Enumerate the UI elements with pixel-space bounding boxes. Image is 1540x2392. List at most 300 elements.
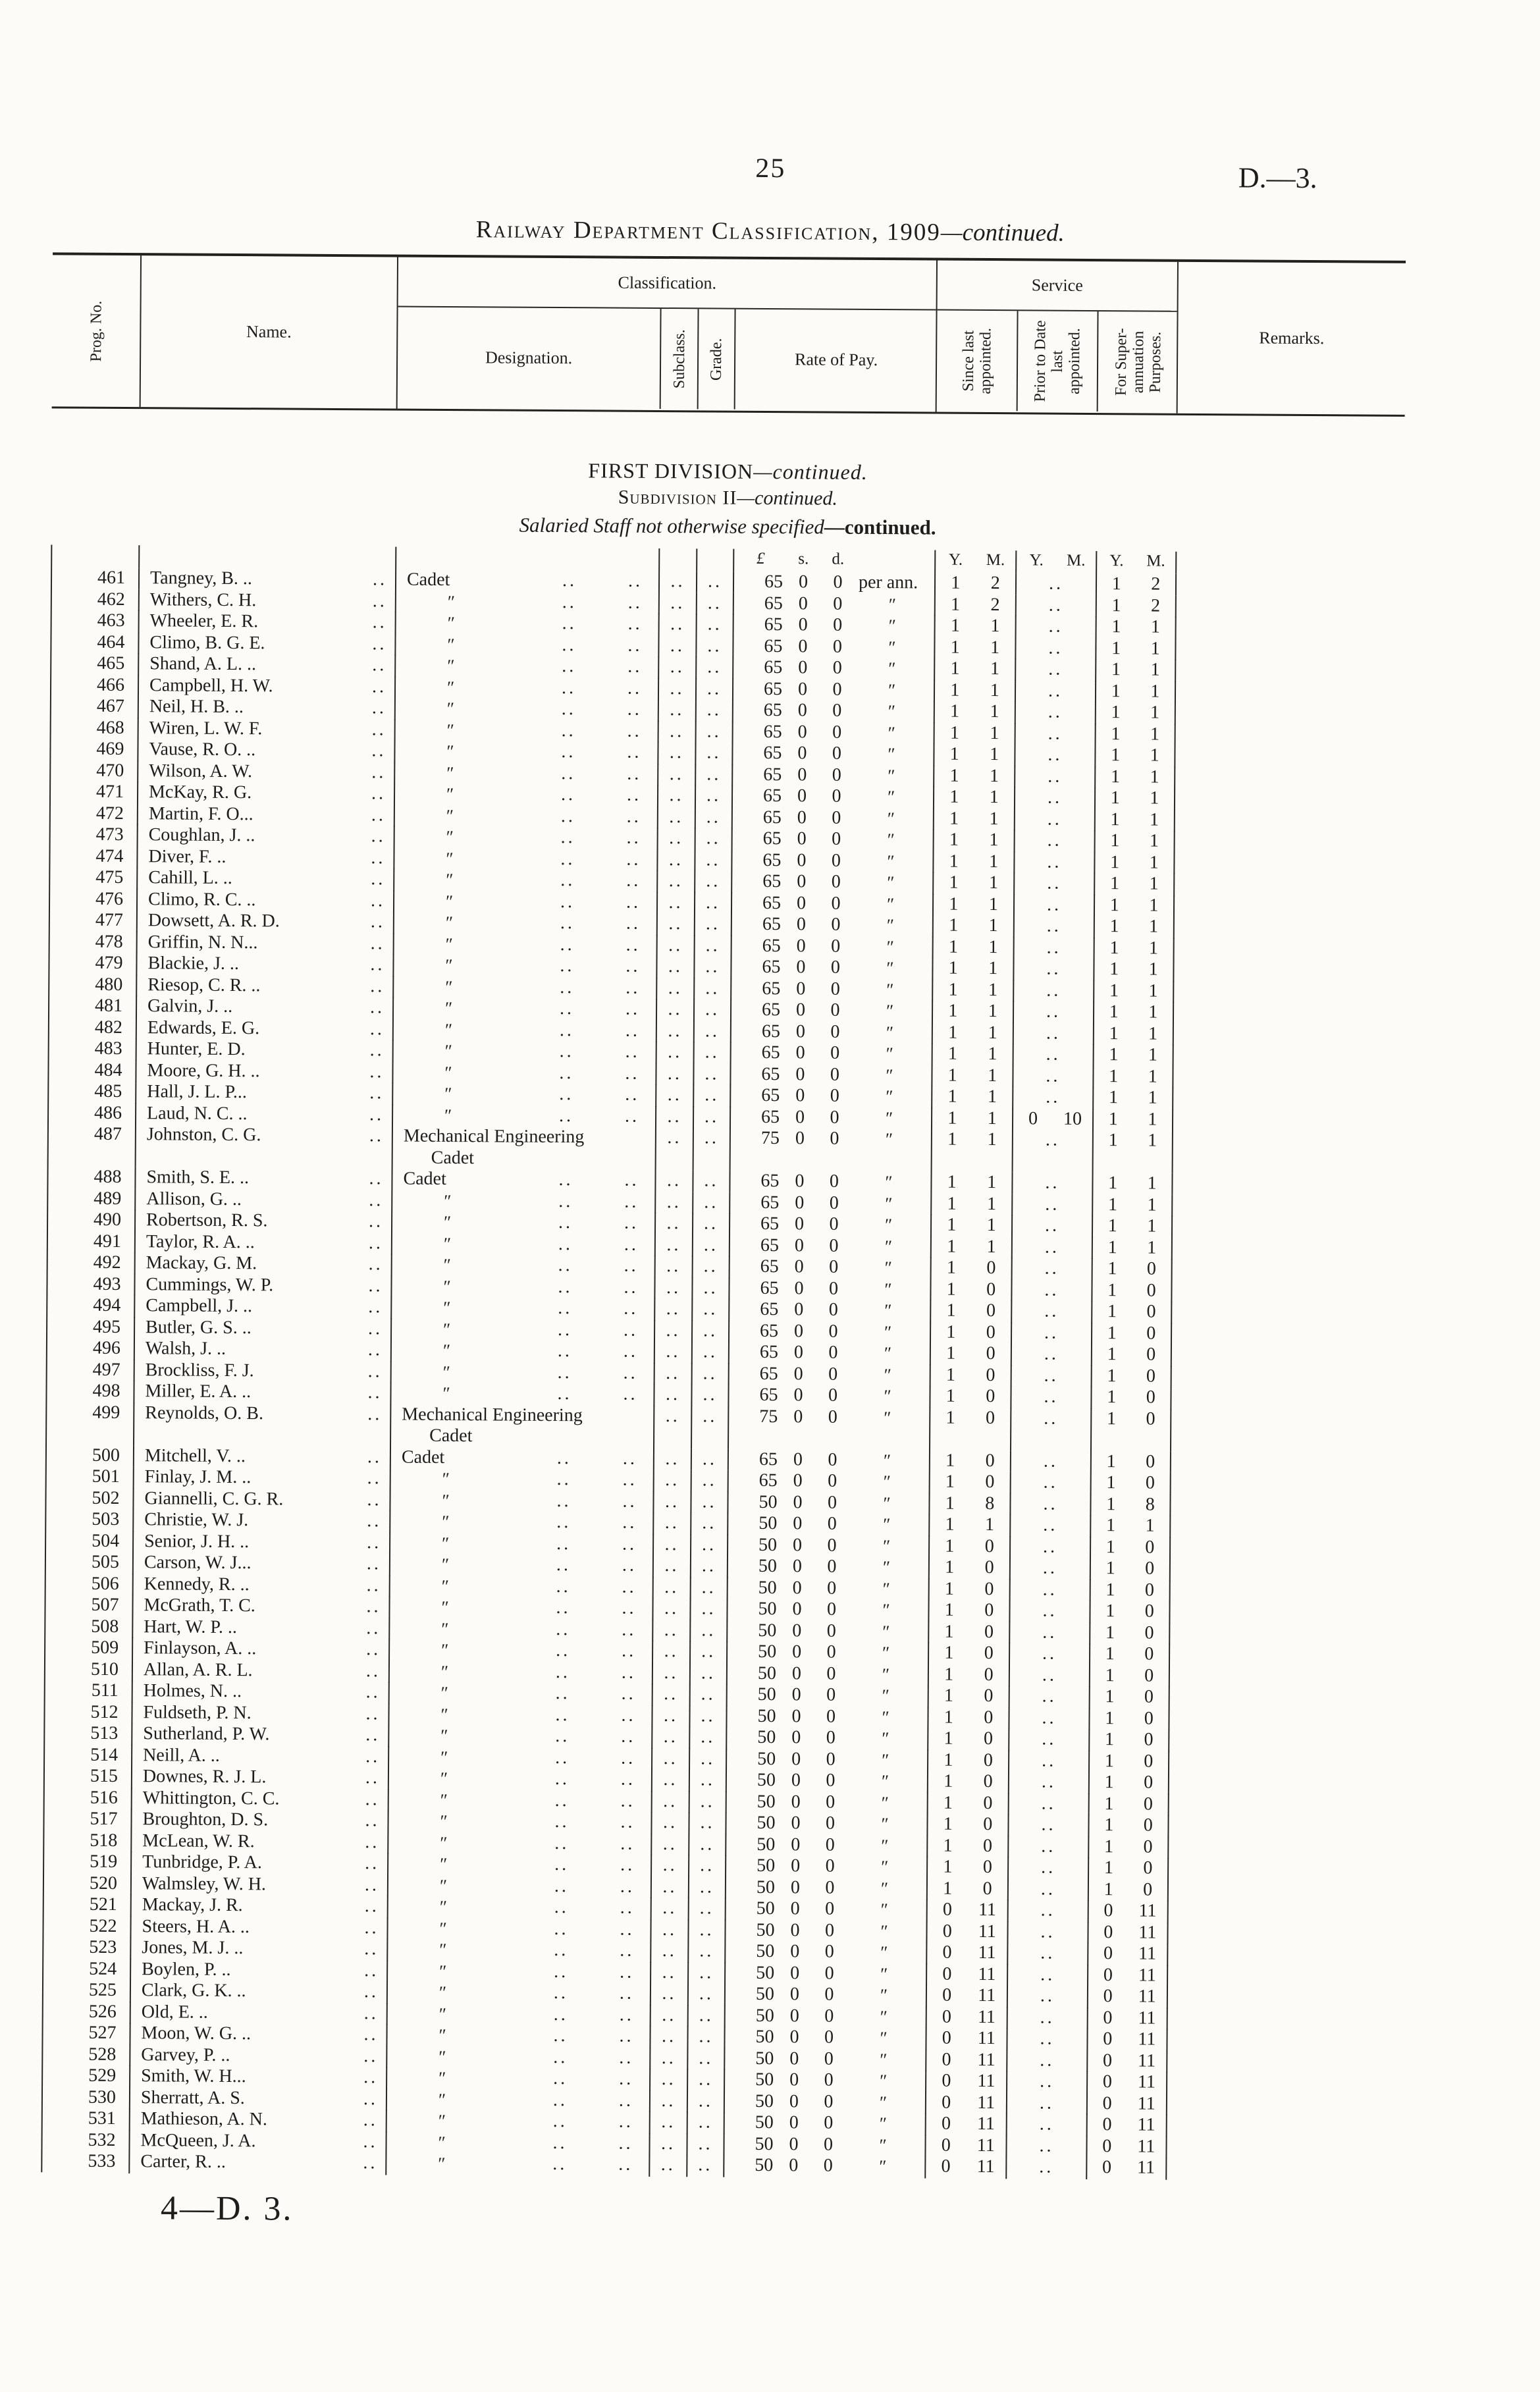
dot-leader: .. xyxy=(365,1831,380,1852)
remarks-cell xyxy=(1173,1066,1400,1090)
subclass-cell xyxy=(652,1855,689,1877)
pay-unit: ″ xyxy=(883,1472,891,1492)
pay-pence: 0 xyxy=(829,1192,839,1213)
since-months: 11 xyxy=(977,2049,996,2070)
dot-leader: .. xyxy=(669,763,684,784)
prior-service-cell: .. xyxy=(1014,958,1094,980)
since-months: 1 xyxy=(988,915,998,936)
prog-no-cell: 526 xyxy=(43,2001,131,2023)
pay-pence: 0 xyxy=(823,2155,833,2176)
rate-of-pay-cell xyxy=(733,657,935,680)
pay-pence: 0 xyxy=(830,999,840,1021)
pay-unit: ″ xyxy=(880,1900,889,1920)
superannuation-cell xyxy=(1096,830,1175,853)
subclass-cell xyxy=(660,592,697,614)
since-years: 1 xyxy=(949,722,959,743)
header-service-subrow xyxy=(937,311,1177,412)
since-months: 11 xyxy=(977,2092,996,2113)
superannuation-years: 1 xyxy=(1111,723,1121,744)
remarks-cell xyxy=(1175,874,1402,897)
since-years: 1 xyxy=(943,1856,953,1877)
staff-name: Walsh, J. .. xyxy=(145,1338,226,1359)
since-years: 1 xyxy=(945,1471,955,1492)
pay-unit: ″ xyxy=(883,1493,891,1513)
designation-cell: Cadet .. .. xyxy=(396,570,660,593)
designation-cell: ″ .. .. xyxy=(394,1019,657,1042)
dot-leader: .. xyxy=(370,975,385,996)
dot-leader: .. xyxy=(701,1684,716,1705)
prior-ym-label-cell xyxy=(1017,550,1097,573)
superannuation-cell xyxy=(1096,766,1175,789)
prior-service-cell: .. xyxy=(1008,2007,1088,2029)
designation-cell: ″ .. .. xyxy=(390,1682,653,1706)
prog-no-cell: 486 xyxy=(49,1102,136,1125)
superannuation-years: 1 xyxy=(1106,1408,1117,1429)
prior-service-cell: .. xyxy=(1012,1279,1092,1302)
name-cell xyxy=(140,545,396,569)
staff-name: Campbell, J. .. xyxy=(146,1295,253,1317)
superannuation-months: 1 xyxy=(1150,702,1160,723)
rate-of-pay-cell xyxy=(726,1984,927,2007)
staff-name: McKay, R. G. xyxy=(148,782,252,803)
dot-leader: .. xyxy=(706,870,721,891)
section-subdivision-main: Subdivision II xyxy=(618,486,737,509)
superannuation-months: 0 xyxy=(1144,1708,1154,1729)
superannuation-months: 1 xyxy=(1148,1066,1157,1087)
prior-service-cell: .. xyxy=(1011,1514,1091,1537)
header-designation xyxy=(398,307,662,409)
superannuation-months: 1 xyxy=(1150,681,1160,702)
subclass-cell xyxy=(658,891,695,914)
remarks-cell xyxy=(1175,895,1402,918)
staff-name: Kennedy, R. .. xyxy=(144,1573,250,1595)
prior-service-cell: .. xyxy=(1017,573,1097,595)
dot-leader: .. xyxy=(368,1317,383,1339)
prog-no-cell: 465 xyxy=(51,652,139,675)
pay-pence: 0 xyxy=(827,1513,837,1534)
dot-leader: .. xyxy=(369,1061,385,1082)
header-prior-to-date xyxy=(1018,311,1099,412)
dot-leader: .. xyxy=(662,1876,677,1897)
designation-cell: ″ .. .. xyxy=(396,719,659,743)
subclass-cell xyxy=(652,1705,690,1727)
superannuation-cell xyxy=(1088,1943,1168,1965)
pay-pence: 0 xyxy=(828,1470,837,1491)
since-months: 0 xyxy=(986,1279,996,1300)
rate-of-pay-cell xyxy=(725,2048,926,2071)
dot-leader: .. xyxy=(669,806,684,827)
dot-leader: .. xyxy=(699,1983,714,2004)
superannuation-months: 0 xyxy=(1144,1665,1154,1686)
name-cell xyxy=(138,782,395,805)
superannuation-months: 1 xyxy=(1149,873,1159,894)
name-cell xyxy=(135,1338,392,1362)
prog-no-cell: 488 xyxy=(48,1166,136,1188)
since-last-appointed-cell xyxy=(929,1686,1010,1708)
grade-cell xyxy=(695,1042,731,1064)
dot-leader: .. xyxy=(704,1191,719,1213)
since-last-appointed-cell xyxy=(932,1086,1013,1109)
dot-leader: .. xyxy=(670,635,685,656)
pay-pounds: 65 xyxy=(762,978,781,999)
remarks-cell xyxy=(1170,1622,1397,1646)
rate-of-pay-cell xyxy=(730,1342,931,1365)
since-years: 1 xyxy=(949,851,959,872)
pay-pence: 0 xyxy=(826,1749,836,1770)
grade-cell xyxy=(693,1192,730,1214)
dot-leader: .. xyxy=(366,1574,381,1595)
designation-cell: ″ .. .. xyxy=(390,1661,653,1684)
pay-unit: ″ xyxy=(881,1857,889,1877)
superannuation-years: 1 xyxy=(1109,873,1120,894)
dot-leader: .. xyxy=(365,1660,381,1681)
grade-cell xyxy=(691,1641,728,1663)
since-years: 0 xyxy=(942,2092,951,2113)
prog-no-cell: 507 xyxy=(45,1594,133,1616)
dot-leader: .. xyxy=(705,977,720,999)
prog-no-cell: 510 xyxy=(45,1659,133,1681)
superannuation-cell xyxy=(1090,1686,1170,1709)
prog-no-cell: 479 xyxy=(49,952,137,974)
header-prog-no-label: Prog. No. xyxy=(87,300,105,362)
since-last-appointed-cell xyxy=(930,1557,1011,1580)
subclass-cell xyxy=(659,678,697,700)
dot-leader: .. xyxy=(666,1362,681,1383)
grade-cell xyxy=(693,1213,730,1235)
grade-cell xyxy=(689,1898,726,1920)
pay-pounds: 65 xyxy=(760,1170,780,1192)
grade-cell xyxy=(690,1769,727,1792)
grade-cell xyxy=(691,1555,728,1578)
pay-pence: 0 xyxy=(832,807,841,828)
designation-cell: ″ .. .. xyxy=(390,1489,654,1513)
remarks-cell xyxy=(1168,1944,1395,1967)
since-last-appointed-cell xyxy=(931,1343,1012,1366)
dot-leader: .. xyxy=(668,913,683,934)
since-years: 1 xyxy=(948,979,958,1000)
superannuation-years: 0 xyxy=(1102,2157,1112,2178)
rate-of-pay-cell xyxy=(733,678,935,701)
staff-name: Tangney, B. .. xyxy=(149,568,253,589)
superannuation-cell xyxy=(1093,1237,1173,1260)
name-cell xyxy=(130,2087,387,2111)
superannuation-cell xyxy=(1088,2050,1167,2072)
prog-no-cell: 496 xyxy=(47,1337,135,1360)
pay-shillings: 0 xyxy=(797,743,807,764)
since-last-appointed-cell xyxy=(927,1921,1008,1943)
superannuation-months: 1 xyxy=(1150,638,1160,659)
since-years: 0 xyxy=(942,2027,951,2048)
since-years: 1 xyxy=(944,1642,954,1663)
prior-service-cell: .. xyxy=(1011,1408,1092,1451)
remarks-cell xyxy=(1175,917,1402,940)
dot-leader: .. xyxy=(698,2154,713,2175)
pay-shillings: 0 xyxy=(795,1021,805,1042)
pay-shillings: 0 xyxy=(792,1620,802,1641)
dot-leader: .. xyxy=(706,849,721,870)
subclass-cell xyxy=(660,614,697,636)
designation-cell: ″ .. .. xyxy=(387,2024,651,2048)
pay-unit: ″ xyxy=(886,936,895,957)
rate-of-pay-cell xyxy=(733,807,934,830)
name-cell xyxy=(132,1788,389,1811)
superannuation-cell xyxy=(1096,809,1175,832)
since-last-appointed-cell xyxy=(932,1236,1013,1258)
page-number: 25 xyxy=(755,153,786,184)
since-months: 0 xyxy=(985,1472,995,1493)
name-cell xyxy=(138,889,394,913)
since-months: 1 xyxy=(989,851,999,872)
pay-shillings: 0 xyxy=(797,764,807,785)
pay-pence: 0 xyxy=(823,2134,834,2155)
pay-shillings: 0 xyxy=(791,1727,801,1748)
since-years: 1 xyxy=(943,1685,954,1706)
section-staff-main: Salaried Staff not otherwise specified xyxy=(519,513,824,539)
grade-cell xyxy=(697,548,734,571)
superannuation-months: 11 xyxy=(1137,2092,1155,2114)
dot-leader: .. xyxy=(703,1362,718,1384)
superannuation-years: 1 xyxy=(1109,980,1119,1001)
header-superannuation xyxy=(1098,311,1179,412)
subclass-cell xyxy=(658,742,696,764)
pay-pounds: 65 xyxy=(762,828,782,849)
dot-leader: .. xyxy=(699,1898,714,1919)
name-cell xyxy=(132,1894,388,1918)
designation-cell: ″ .. .. xyxy=(395,826,658,850)
superannuation-cell xyxy=(1096,702,1176,724)
name-cell xyxy=(138,824,395,848)
since-months: 0 xyxy=(986,1258,996,1279)
since-months: 11 xyxy=(977,2070,996,2092)
pay-pence: 0 xyxy=(824,2112,834,2133)
dot-leader: .. xyxy=(367,1468,382,1489)
pay-shillings: 0 xyxy=(797,700,807,721)
since-months: 0 xyxy=(984,1643,994,1664)
prog-no-cell xyxy=(52,545,140,568)
superannuation-years: 1 xyxy=(1107,1387,1117,1408)
remarks-cell xyxy=(1173,1130,1400,1175)
prior-service-cell: .. xyxy=(1010,1600,1090,1622)
dot-leader: .. xyxy=(668,849,684,870)
rate-of-pay-cell xyxy=(727,1770,928,1793)
grade-cell xyxy=(690,1705,727,1728)
superannuation-months: 0 xyxy=(1144,1622,1154,1643)
subclass-cell xyxy=(652,1898,689,1920)
superannuation-cell xyxy=(1094,980,1174,1003)
pay-pounds: 65 xyxy=(764,635,783,656)
superannuation-years: 1 xyxy=(1111,702,1121,723)
rate-of-pay-cell xyxy=(727,1791,928,1814)
pay-pence: 0 xyxy=(832,700,842,721)
superannuation-cell xyxy=(1096,787,1175,810)
since-years: 0 xyxy=(941,2135,951,2156)
since-last-appointed-cell xyxy=(935,679,1016,702)
remarks-cell xyxy=(1173,1194,1400,1218)
grade-cell xyxy=(689,2005,726,2027)
pay-pounds: 50 xyxy=(757,1834,776,1855)
superannuation-cell xyxy=(1092,1323,1172,1345)
remarks-cell xyxy=(1168,1965,1395,1988)
pay-pounds: 65 xyxy=(762,807,782,828)
dot-leader: .. xyxy=(702,1491,717,1512)
since-last-appointed-cell xyxy=(928,1900,1009,1922)
designation-cell: Cadet .. .. xyxy=(392,1169,656,1192)
since-last-appointed-cell xyxy=(932,1258,1013,1280)
designation-cell: ″ .. .. xyxy=(394,933,658,957)
pay-pence: 0 xyxy=(828,1364,838,1385)
pay-shillings: 0 xyxy=(793,1385,803,1406)
prior-service-cell: .. xyxy=(1015,915,1095,938)
pay-pence: 0 xyxy=(830,1021,840,1042)
dot-leader: .. xyxy=(363,2131,378,2152)
pay-pounds: 65 xyxy=(762,849,782,870)
pay-pence: 0 xyxy=(830,957,841,978)
pay-unit: ″ xyxy=(888,744,895,764)
grade-cell xyxy=(693,1277,730,1300)
superannuation-cell xyxy=(1094,1109,1173,1131)
rate-of-pay-cell xyxy=(728,1556,930,1579)
rate-of-pay-cell xyxy=(729,1406,930,1450)
grade-cell xyxy=(692,1470,729,1492)
remarks-cell xyxy=(1169,1772,1396,1796)
subclass-cell xyxy=(652,1876,689,1898)
dot-leader: .. xyxy=(702,1533,717,1555)
dot-leader: .. xyxy=(707,656,722,678)
pay-pounds: 50 xyxy=(757,1748,776,1769)
pay-shillings: 0 xyxy=(790,1962,800,1983)
rate-of-pay-cell xyxy=(726,1834,928,1857)
rate-of-pay-cell xyxy=(726,1941,927,1964)
staff-name: Mitchell, V. .. xyxy=(144,1445,246,1466)
pay-unit: ″ xyxy=(883,1535,891,1556)
since-months: 1 xyxy=(988,958,998,979)
dot-leader: .. xyxy=(702,1448,718,1470)
rate-of-pay-cell xyxy=(730,1299,931,1322)
pay-unit: ″ xyxy=(884,1386,891,1406)
year-label: Y. xyxy=(1029,551,1044,570)
pay-unit: ″ xyxy=(883,1514,891,1535)
name-cell xyxy=(138,867,394,891)
pay-pounds: 65 xyxy=(760,1256,779,1277)
remarks-cell xyxy=(1172,1344,1399,1368)
header-name xyxy=(141,255,398,408)
pay-pence: 0 xyxy=(832,785,841,807)
pay-unit: ″ xyxy=(886,1065,893,1085)
superannuation-years: 1 xyxy=(1107,1236,1117,1258)
pay-pence: 0 xyxy=(831,893,841,914)
grade-cell xyxy=(695,956,731,978)
since-last-appointed-cell xyxy=(935,701,1016,724)
superannuation-cell xyxy=(1095,938,1175,960)
designation-cell: ″ .. .. xyxy=(394,890,658,914)
name-cell xyxy=(130,2044,387,2068)
rate-of-pay-cell xyxy=(734,593,936,616)
pay-shillings: 0 xyxy=(791,1684,801,1705)
designation-cell: ″ .. .. xyxy=(396,676,659,700)
since-months: 1 xyxy=(984,1514,995,1535)
name-cell xyxy=(134,1574,390,1597)
prior-service-cell: .. xyxy=(1007,2135,1087,2158)
dot-leader: .. xyxy=(670,656,685,678)
rate-of-pay-cell xyxy=(725,2027,926,2050)
superannuation-months: 0 xyxy=(1146,1408,1155,1429)
dot-leader: .. xyxy=(662,1855,677,1876)
pay-unit: ″ xyxy=(888,679,896,700)
designation-cell: ″ .. .. xyxy=(391,1468,654,1492)
pay-shillings: 0 xyxy=(792,1641,802,1662)
dot-leader: .. xyxy=(365,1788,380,1809)
since-last-appointed-cell xyxy=(928,1814,1009,1836)
pay-pounds: 50 xyxy=(755,2112,774,2133)
superannuation-months: 8 xyxy=(1145,1494,1155,1515)
prior-service-cell: .. xyxy=(1012,1322,1092,1344)
dot-leader: .. xyxy=(668,977,683,998)
since-years: 1 xyxy=(947,1214,957,1235)
dot-leader: .. xyxy=(668,1020,683,1041)
staff-name: Miller, E. A. .. xyxy=(145,1381,252,1402)
staff-name: Mackay, J. R. xyxy=(142,1894,243,1916)
pay-shillings: 0 xyxy=(789,2155,799,2176)
remarks-cell xyxy=(1175,852,1402,876)
rate-of-pay-cell xyxy=(725,2112,926,2135)
dot-leader: .. xyxy=(698,2090,714,2112)
superannuation-cell xyxy=(1094,1066,1173,1088)
header-superannuation-label: For Super- annuation Purposes. xyxy=(1112,327,1164,396)
since-years: 1 xyxy=(945,1556,955,1578)
since-last-appointed-cell xyxy=(926,2092,1007,2114)
since-months: 0 xyxy=(984,1557,994,1578)
since-months: 0 xyxy=(986,1364,996,1385)
name-cell xyxy=(131,1959,388,1982)
dot-leader: .. xyxy=(662,1833,677,1854)
since-last-appointed-cell xyxy=(930,1514,1011,1537)
staff-name: Withers, C. H. xyxy=(149,589,257,610)
designation-cell: ″ .. .. xyxy=(393,1061,656,1085)
dot-leader: .. xyxy=(667,1105,682,1127)
dot-leader: .. xyxy=(368,1275,383,1296)
pay-pence: 0 xyxy=(829,1213,839,1235)
designation-cell: ″ .. .. xyxy=(393,1083,656,1107)
designation-cell: ″ .. .. xyxy=(388,1874,652,1898)
month-label: M. xyxy=(986,551,1005,570)
superannuation-years: 1 xyxy=(1105,1601,1115,1622)
superannuation-cell xyxy=(1088,2071,1167,2094)
designation-cell: Mechanical Engineering Cadet xyxy=(391,1404,654,1448)
prog-no-cell: 494 xyxy=(47,1294,135,1317)
designation-cell: ″ .. .. xyxy=(392,1297,655,1321)
grade-cell xyxy=(687,2133,724,2156)
subclass-cell xyxy=(651,2004,689,2027)
grade-cell xyxy=(697,721,733,743)
since-years: 1 xyxy=(944,1621,954,1642)
superannuation-months: 1 xyxy=(1147,1173,1157,1194)
remarks-cell xyxy=(1171,1537,1398,1560)
subclass-cell xyxy=(652,1726,690,1749)
pay-unit: ″ xyxy=(885,1193,893,1213)
designation-cell: ″ .. .. xyxy=(396,655,659,679)
designation-cell: ″ .. .. xyxy=(396,612,660,636)
since-months: 0 xyxy=(984,1600,994,1621)
superannuation-cell xyxy=(1090,1751,1169,1773)
header-classification-subrow xyxy=(398,307,936,411)
grade-cell xyxy=(693,1235,730,1257)
since-last-appointed-cell xyxy=(929,1643,1010,1665)
staff-name: McLean, W. R. xyxy=(142,1830,255,1851)
since-years: 0 xyxy=(942,1899,953,1920)
since-last-appointed-cell xyxy=(926,2071,1007,2093)
remarks-cell xyxy=(1169,1836,1396,1860)
since-years: 0 xyxy=(942,1963,952,1984)
